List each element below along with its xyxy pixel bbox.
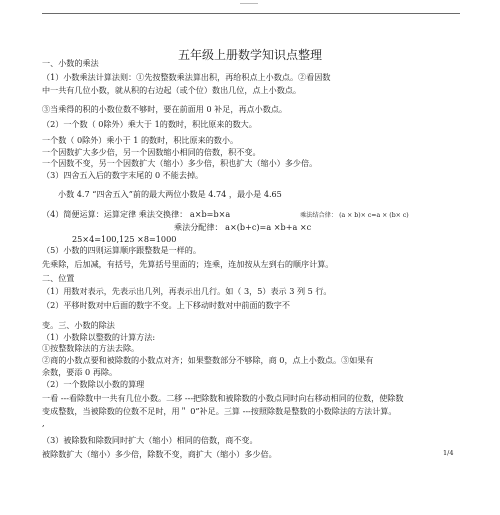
text-line: 一个因数扩大多少倍，另一个因数缩小相同的倍数，积不变。: [42, 147, 261, 157]
text-line: 一个因数不变，另一个因数扩大（缩小）多少倍，积也扩大（缩小）多少倍。: [42, 158, 318, 168]
text-line: （1）用数对表示，先表示出几列，再表示出几行。如（ 3，5）表示 3 列 5 行。: [42, 286, 332, 296]
text-line: （3）四舍五入后的数字末尾的 0 不能去掉。: [42, 170, 204, 180]
text-line: ③当乘得的积的小数位数不够时，要在前面用 0 补足，再点小数点。: [42, 104, 288, 114]
text-line: （3）被除数和除数同时扩大（缩小）相同的倍数，商不变。: [42, 435, 258, 445]
text-line: 一看 ---看除数中一共有几位小数。二移 ---把除数和被除数的小数点同时向右移动相同的位数，使除数: [42, 393, 404, 403]
text-line: 乘法分配律： a×(b+c)=a ×b+a ×c: [174, 222, 312, 232]
text-line: 一个数（ 0除外）乘小于 1 的数时，积比原来的数小。: [42, 135, 239, 145]
text-line: （1）小数乘法计算法则：①先按整数乘法算出积，再给积点上小数点。②看因数: [42, 72, 331, 82]
text-line: （1）小数除以整数的计算方法:: [42, 332, 156, 342]
text-line: 中一共有几位小数，就从积的右边起（或个位）数出几位，点上小数点。: [42, 85, 302, 95]
section-heading: 一、小数的乘法: [42, 58, 99, 68]
page-number: 1/4: [443, 449, 454, 457]
text-line: 变。三、小数的除法: [42, 320, 115, 330]
text-line: 被除数扩大（缩小）多少倍，除数不变，商扩大（缩小）多少倍。: [42, 449, 277, 459]
text-line: （5）小数的四则运算顺序跟整数是一样的。: [42, 245, 201, 255]
text-line: 变成整数，当被除数的位数不足时，用＂ 0”补足。三算 ---按照除数是整数的小数除法的方法计算。: [42, 406, 397, 416]
header-rule: [42, 13, 460, 14]
text-line: （2）一个数（ 0除外）乘大于 1的数时，积比原来的数大。: [42, 119, 257, 129]
page-title: 五年级上册数学知识点整理: [177, 48, 322, 62]
text-line: ②商的小数点要和被除数的小数点对齐；如果整数部分不够除，商 0，点上小数点。③如果有: [42, 355, 374, 365]
text-line: 小数 4.7 “四舍五入”前的最大两位小数是 4.74 ，最小是 4.65: [58, 189, 282, 199]
small-note: 乘法结合律： (a × b)× c=a × (b× c): [300, 212, 409, 219]
text-line: （2）平移时数对中后面的数字不变。上下移动时数对中前面的数字不: [42, 300, 290, 310]
text-line: （2）一个数除以小数的算理: [42, 379, 145, 389]
header-mark: [240, 3, 258, 4]
text-line: ,: [42, 418, 45, 428]
text-line: （4）简便运算：运算定律 乘法交换律： a×b=b×a: [42, 209, 231, 219]
text-line: ①按整数除法的方法去除。: [42, 343, 140, 353]
text-line: 25×4=100,125 ×8=1000: [72, 234, 177, 244]
section-heading: 二、位置: [42, 273, 75, 283]
text-line: 先乘除，后加减，有括号，先算括号里面的；连乘，连加按从左到右的顺序计算。: [42, 259, 334, 269]
text-line: 余数，要添 0 再除。: [42, 367, 118, 377]
